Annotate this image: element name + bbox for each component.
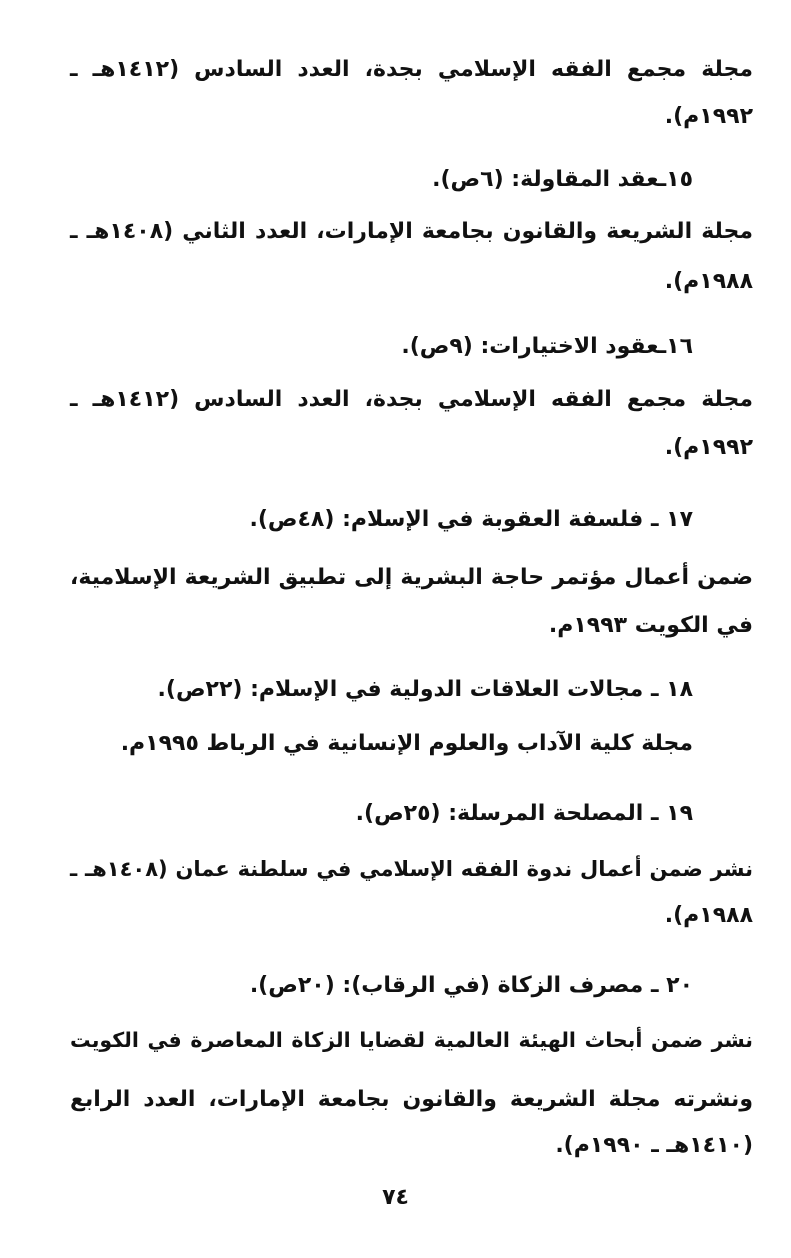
entry-20-source-line-3: (١٤١٠هـ ـ ١٩٩٠م).: [555, 1133, 753, 1158]
entry-17-source-line-2: في الكويت ١٩٩٣م.: [548, 613, 753, 638]
entry-18-title: ١٨ ـ مجالات العلاقات الدولية في الإسلام: (٢٢ص).: [157, 677, 693, 702]
entry-14-source-line-1: مجلة مجمع الفقه الإسلامي بجدة، العدد السادس (١٤١٢هـ ـ: [70, 57, 753, 82]
entry-15-title: ١٥ـعقد المقاولة: (٦ص).: [432, 167, 693, 192]
entry-20-source-line-1: نشر ضمن أبحاث الهيئة العالمية لقضايا الزكاة المعاصرة في الكويت: [70, 1028, 753, 1052]
entry-19-title: ١٩ ـ المصلحة المرسلة: (٢٥ص).: [355, 801, 693, 826]
entry-16-title: ١٦ـعقود الاختيارات: (٩ص).: [401, 334, 693, 359]
entry-18-source-line-1: مجلة كلية الآداب والعلوم الإنسانية في الرباط ١٩٩٥م.: [120, 731, 693, 756]
entry-20-title: ٢٠ ـ مصرف الزكاة (في الرقاب): (٢٠ص).: [249, 973, 693, 998]
entry-17-title: ١٧ ـ فلسفة العقوبة في الإسلام: (٤٨ص).: [249, 507, 693, 532]
entry-19-source-line-1: نشر ضمن أعمال ندوة الفقه الإسلامي في سلطنة عمان (١٤٠٨هـ ـ: [70, 857, 753, 881]
page-number: ٧٤: [382, 1185, 409, 1210]
entry-17-source-line-1: ضمن أعمال مؤتمر حاجة البشرية إلى تطبيق الشريعة الإسلامية،: [70, 565, 753, 590]
entry-16-source-line-2: ١٩٩٢م).: [664, 435, 753, 460]
entry-20-source-line-2: ونشرته مجلة الشريعة والقانون بجامعة الإمارات، العدد الرابع: [70, 1087, 753, 1112]
entry-14-source-line-2: ١٩٩٢م).: [664, 104, 753, 129]
entry-19-source-line-2: ١٩٨٨م).: [664, 903, 753, 928]
entry-15-source-line-2: ١٩٨٨م).: [664, 269, 753, 294]
entry-16-source-line-1: مجلة مجمع الفقه الإسلامي بجدة، العدد السادس (١٤١٢هـ ـ: [70, 387, 753, 412]
entry-15-source-line-1: مجلة الشريعة والقانون بجامعة الإمارات، العدد الثاني (١٤٠٨هـ ـ: [70, 219, 754, 244]
